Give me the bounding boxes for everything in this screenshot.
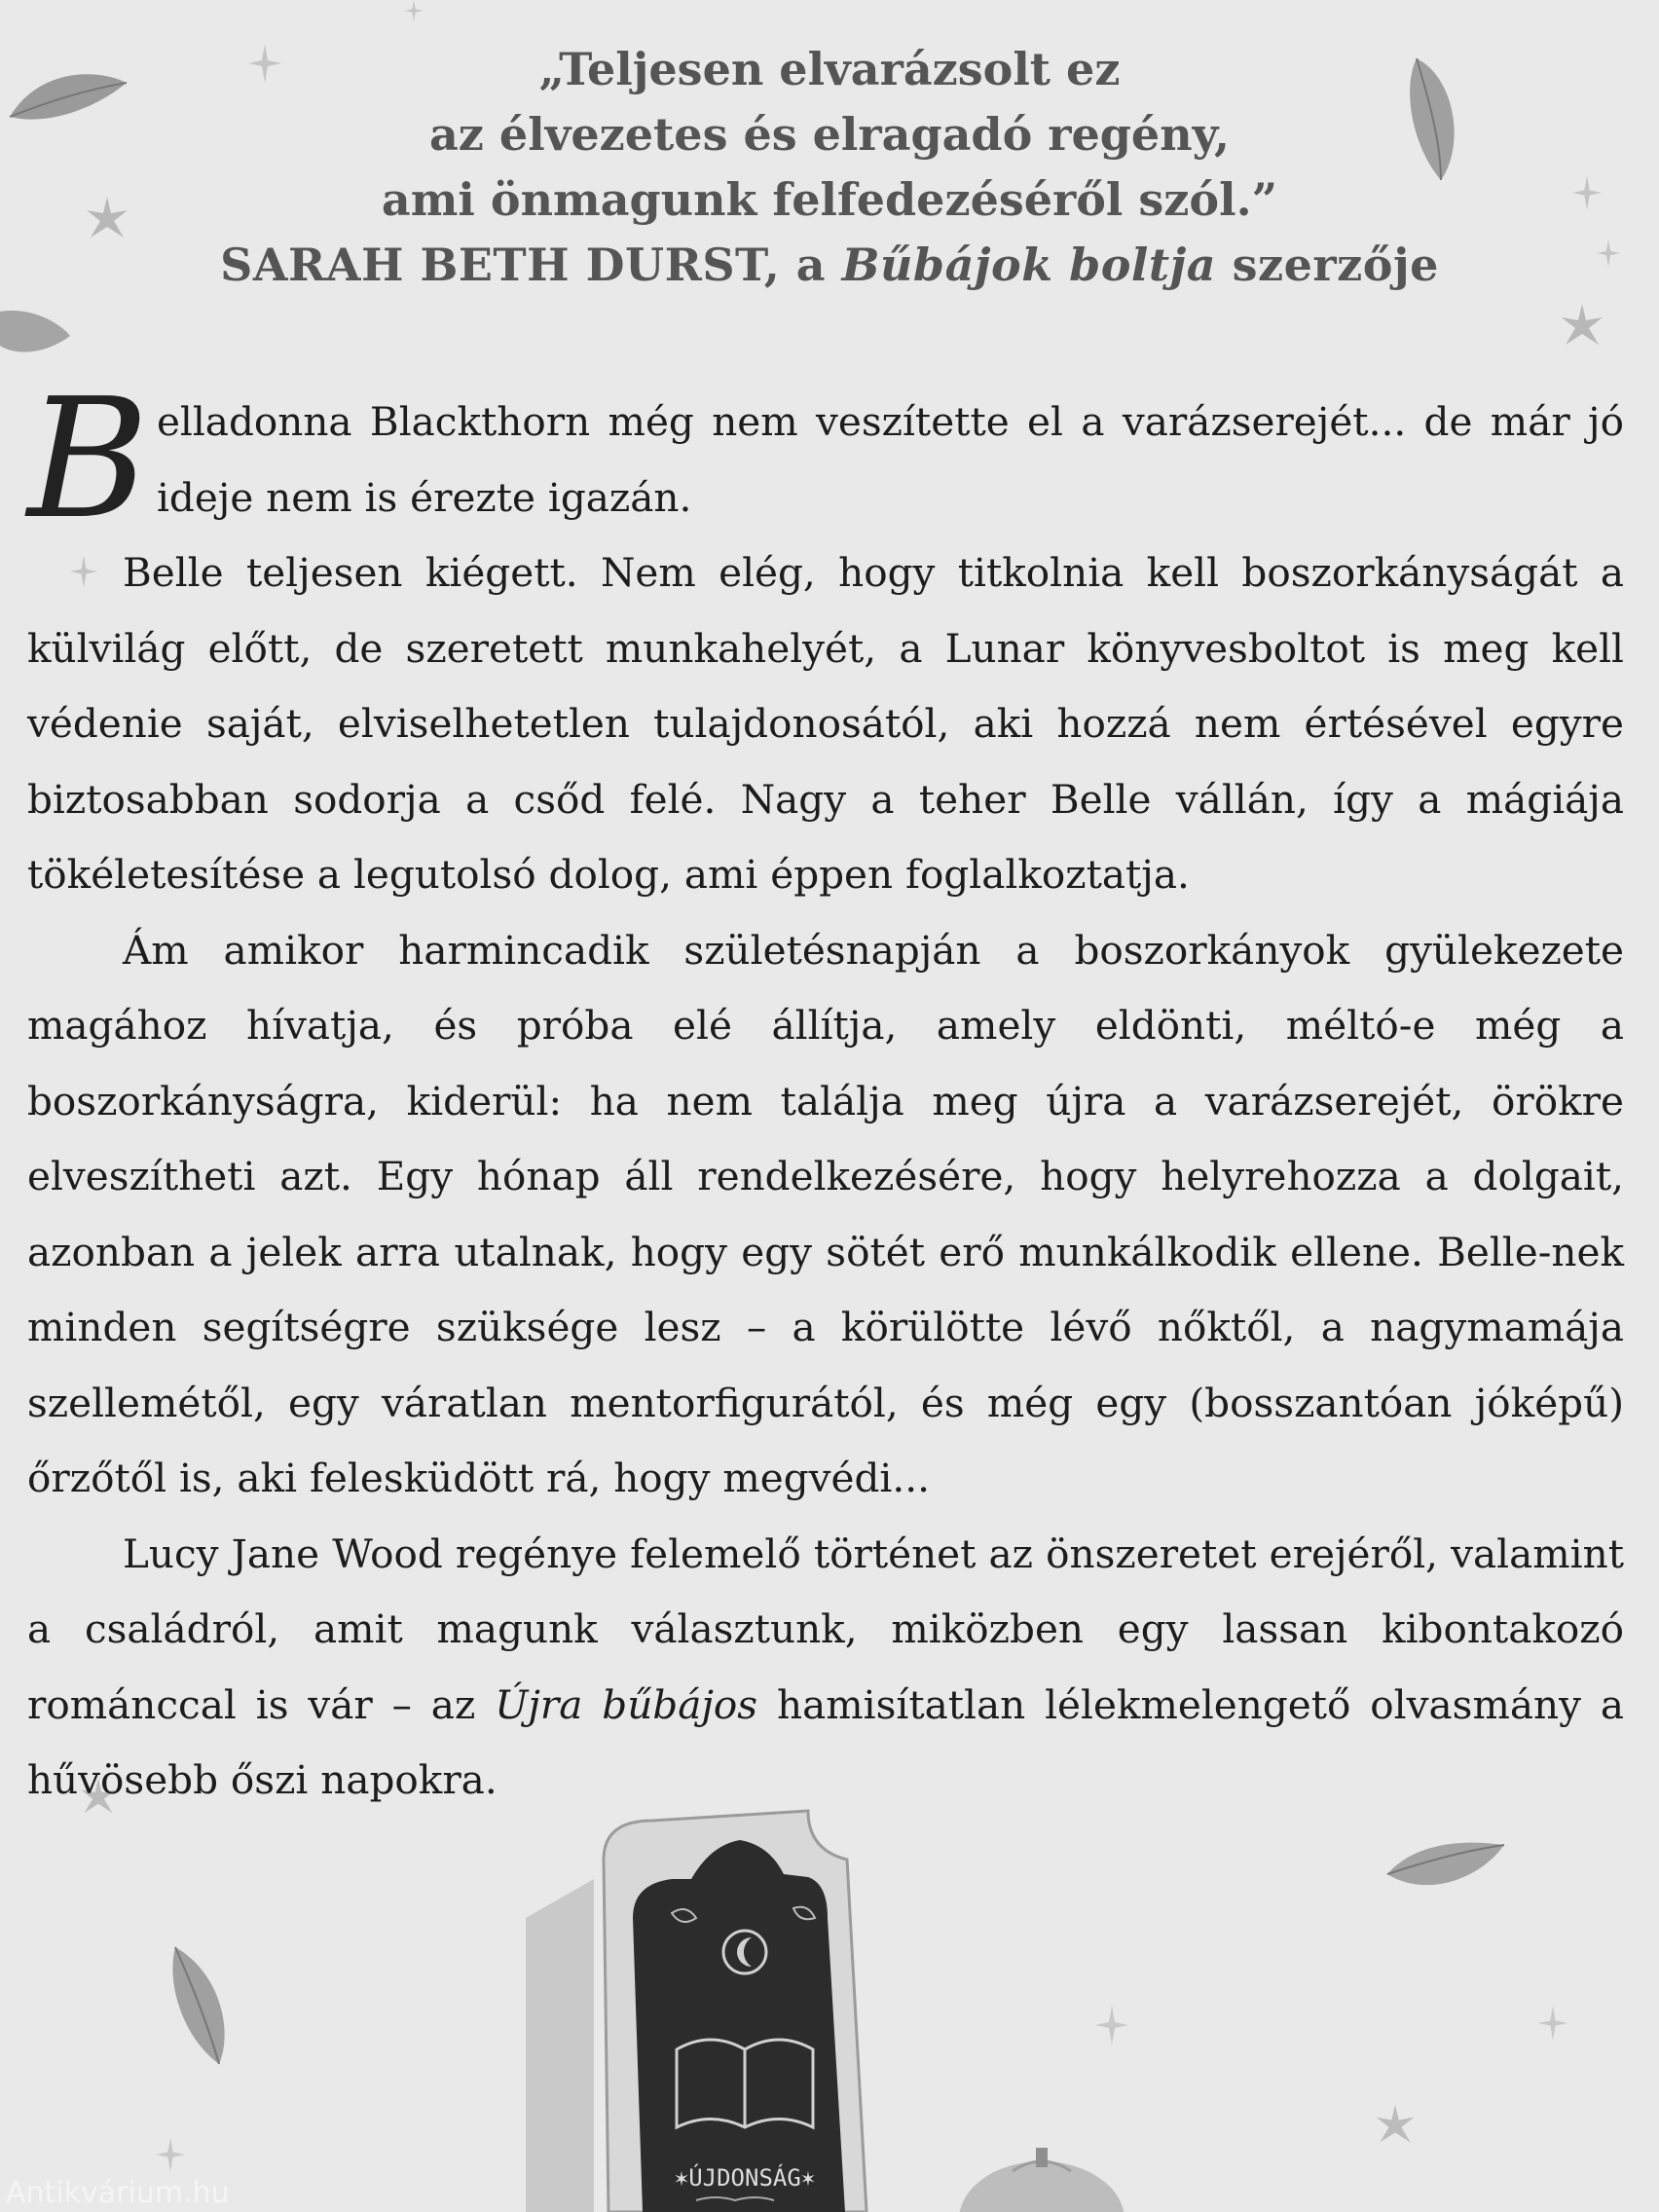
pumpkin-illustration <box>954 2142 1129 2212</box>
quote-attribution <box>0 233 1659 298</box>
star-icon <box>1558 302 1606 350</box>
drop-cap: B <box>27 363 149 556</box>
sparkle-icon <box>1538 2006 1567 2041</box>
blurb-paragraph <box>27 1517 1624 1819</box>
star-icon <box>1373 2103 1418 2148</box>
blurb-paragraph <box>27 363 1624 556</box>
leaf-icon <box>166 1937 243 2074</box>
quote-line: ami önmagunk felfedezéséről szól.” <box>381 173 1278 226</box>
blurb-text: Lucy Jane Wood regénye felemelő történet az önszeretet erejéről, valamint a családról, amit magunk választunk, miközben egy lassan kibontakozó románccal is vár – az <box>27 1530 1624 1728</box>
chalkboard-sign-illustration <box>487 1801 993 2212</box>
leaf-icon <box>1382 1830 1509 1908</box>
blurb-paragraph: Belle teljesen kiégett. Nem elég, hogy titkolnia kell boszorkányságát a külvilág előtt, de szeretett munkahelyét, a Lunar könyvesboltot is meg kell védenie saját, elviselhetetlen tulajdonosától, aki hozzá nem értésével egyre biztosabban sodorja a csőd felé. Nagy a teher Belle vállán, így a mágiája tökéletesítése a legutolsó dolog, ami éppen foglalkoztatja. <box>27 549 1624 898</box>
quote-line: „Teljesen elvarázsolt ez <box>538 43 1121 95</box>
quote-line: az élvezetes és elragadó regény, <box>428 108 1230 161</box>
sign-label: ✶ÚJDONSÁG✶ <box>674 2164 816 2192</box>
quote-author: SARAH BETH DURST, a <box>220 239 842 291</box>
quote-book-title: Bűbájok boltja <box>841 239 1217 291</box>
sparkle-icon <box>1095 2006 1128 2045</box>
book-blurb <box>27 363 1624 1819</box>
blurb-paragraph: Ám amikor harmincadik születésnapján a boszorkányok gyülekezete magához hívatja, és próba elé állítja, amely eldönti, méltó-e még a boszorkányságra, kiderül: ha nem találja meg újra a varázserejét, örökre elveszítheti azt. Egy hónap áll rendelkezésére, hogy helyrehozza a dolgait, azonban a jelek arra utalnak, hogy egy sötét erő munkálkodik ellene. Belle-nek minden segítségre szüksége lesz – a körülötte lévő nőktől, a nagymamája szellemétől, egy váratlan mentorfigurától, és még egy (bosszantóan jóképű) őrzőtől is, aki felesküdött rá, hogy megvédi... <box>27 926 1624 1501</box>
sparkle-icon <box>399 0 428 21</box>
book-title: Újra bűbájos <box>495 1680 758 1728</box>
sparkle-icon <box>156 2137 185 2172</box>
endorsement-quote <box>0 37 1659 298</box>
blurb-text: hamisítatlan lélekmelengető olvasmány a hűvösebb őszi napokra. <box>27 1680 1624 1803</box>
leaf-icon <box>0 297 78 365</box>
watermark: Antikvárium.hu <box>6 2176 230 2210</box>
quote-suffix: szerzője <box>1216 239 1439 291</box>
blurb-text: elladonna Blackthorn még nem veszítette el a varázserejét... de már jó ideje nem is érezte igazán. <box>156 398 1624 521</box>
